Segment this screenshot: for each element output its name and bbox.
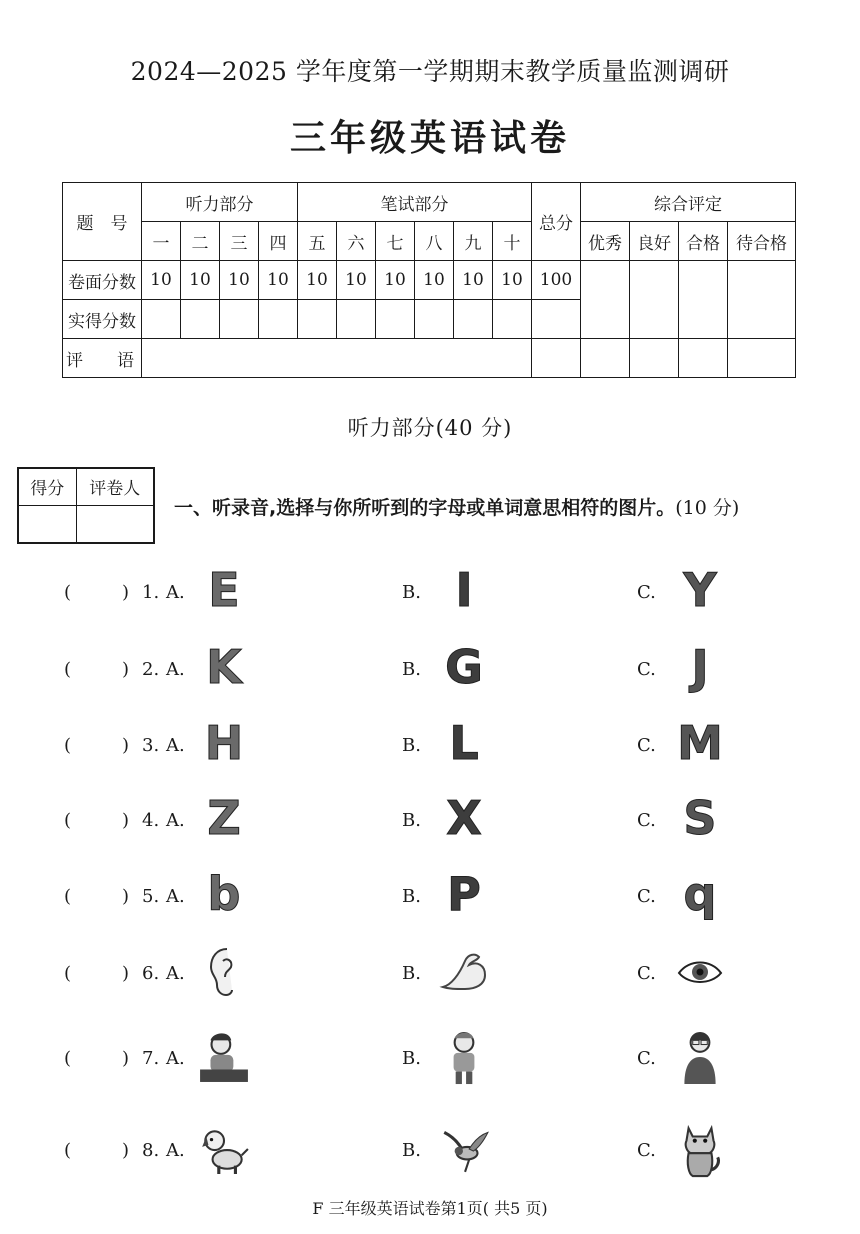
option-label: A.: [166, 810, 185, 831]
score-label: 得分: [18, 468, 76, 505]
dog-icon[interactable]: [198, 1114, 250, 1184]
letter-y-icon[interactable]: [674, 562, 726, 618]
option-letter: q: [683, 867, 717, 921]
question-number: 7.: [142, 1048, 160, 1069]
question-row: [0, 790, 860, 850]
paper-title: 三年级英语试卷: [289, 118, 570, 159]
option-label: C.: [637, 1140, 656, 1161]
letter-p-icon[interactable]: [438, 866, 490, 922]
option-label: C.: [637, 735, 656, 756]
question-row: [0, 639, 860, 699]
option-label: A.: [166, 1140, 185, 1161]
ear-icon[interactable]: [198, 943, 250, 999]
part-header: 一: [142, 222, 181, 261]
paper-score-label: 卷面分数: [63, 261, 142, 300]
option-letter: G: [445, 640, 483, 694]
answer-blank[interactable]: (: [64, 735, 72, 756]
actual-score-cell[interactable]: [220, 300, 259, 339]
option-label: A.: [166, 1048, 185, 1069]
actual-score-cell[interactable]: [337, 300, 376, 339]
cat-icon[interactable]: [674, 1114, 726, 1184]
option-letter: S: [683, 791, 717, 845]
letter-q-icon[interactable]: [674, 866, 726, 922]
option-letter: K: [206, 640, 242, 694]
actual-score-cell[interactable]: [415, 300, 454, 339]
part-header: 五: [298, 222, 337, 261]
instruction-text: 一、听录音,选择与你所听到的字母或单词意思相符的图片。: [174, 497, 676, 519]
question-number: 6.: [142, 963, 160, 984]
comment-label: 评 语: [63, 339, 142, 378]
option-label: B.: [402, 1140, 421, 1161]
part-header: 六: [337, 222, 376, 261]
option-letter: J: [691, 640, 709, 694]
paper-score-cell: 10: [181, 261, 220, 300]
option-label: B.: [402, 810, 421, 831]
actual-total-cell[interactable]: [532, 300, 581, 339]
answer-blank[interactable]: (: [64, 1140, 72, 1161]
paper-score-cell: 10: [454, 261, 493, 300]
part-header: 九: [454, 222, 493, 261]
answer-blank[interactable]: (: [64, 659, 72, 680]
letter-l-icon[interactable]: [438, 715, 490, 771]
answer-blank-close: ): [122, 1140, 130, 1161]
answer-blank-close: ): [122, 963, 130, 984]
option-label: B.: [402, 1048, 421, 1069]
option-letter: Z: [207, 791, 241, 845]
answer-blank-close: ): [122, 886, 130, 907]
answer-blank-close: ): [122, 810, 130, 831]
letter-e-icon[interactable]: [198, 562, 250, 618]
writing-part-header: 笔试部分: [298, 183, 532, 222]
question-number: 5.: [142, 886, 160, 907]
bird-icon[interactable]: [438, 1114, 490, 1184]
option-letter: I: [455, 563, 473, 617]
answer-blank-close: ): [122, 582, 130, 603]
letter-g-icon[interactable]: [438, 639, 490, 695]
option-letter: b: [207, 867, 241, 921]
option-letter: H: [204, 716, 244, 770]
part-header: 十: [493, 222, 532, 261]
instruction: [174, 493, 854, 520]
question-row: [0, 943, 860, 1003]
question-row: [0, 1028, 860, 1088]
comment-cell[interactable]: [142, 339, 532, 378]
option-label: A.: [166, 886, 185, 907]
teacher-icon[interactable]: [674, 1022, 726, 1092]
grade-header: 合格: [679, 222, 728, 261]
comment-grade-cell[interactable]: [728, 339, 796, 378]
section-heading: 听力部分(40 分): [347, 416, 513, 440]
option-label: B.: [402, 659, 421, 680]
letter-b-icon[interactable]: [198, 866, 250, 922]
question-row: [0, 715, 860, 775]
option-label: B.: [402, 886, 421, 907]
option-letter: E: [208, 563, 240, 617]
actual-score-cell[interactable]: [493, 300, 532, 339]
girl-icon[interactable]: [198, 1022, 250, 1092]
question-number: 4.: [142, 810, 160, 831]
exam-title: 2024—2025 学年度第一学期期末教学质量监测调研: [130, 57, 730, 86]
question-row: [0, 562, 860, 622]
letter-j-icon[interactable]: [674, 639, 726, 695]
letter-m-icon[interactable]: [674, 715, 726, 771]
option-letter: P: [447, 867, 481, 921]
grade-header: 良好: [630, 222, 679, 261]
option-letter: L: [449, 716, 479, 770]
paper-score-cell: 10: [493, 261, 532, 300]
actual-score-cell[interactable]: [376, 300, 415, 339]
part-header: 三: [220, 222, 259, 261]
option-label: C.: [637, 659, 656, 680]
option-label: C.: [637, 582, 656, 603]
answer-blank[interactable]: (: [64, 582, 72, 603]
paper-score-cell: 10: [376, 261, 415, 300]
boy-icon[interactable]: [438, 1022, 490, 1092]
paper-score-cell: 10: [298, 261, 337, 300]
option-letter: Y: [683, 563, 717, 617]
part-header: 四: [259, 222, 298, 261]
part-header: 七: [376, 222, 415, 261]
score-input-cell[interactable]: [18, 505, 76, 543]
answer-blank-close: ): [122, 735, 130, 756]
grader-input-cell[interactable]: [76, 505, 154, 543]
actual-score-cell[interactable]: [142, 300, 181, 339]
page-footer: F 三年级英语试卷第1页( 共5 页): [312, 1199, 548, 1218]
question-number: 2.: [142, 659, 160, 680]
letter-x-icon[interactable]: [438, 790, 490, 846]
option-label: A.: [166, 582, 185, 603]
letter-k-icon[interactable]: [198, 639, 250, 695]
answer-blank[interactable]: (: [64, 1048, 72, 1069]
question-row: [0, 866, 860, 926]
comment-total-cell[interactable]: [532, 339, 581, 378]
answer-blank-close: ): [122, 659, 130, 680]
question-number: 1.: [142, 582, 160, 603]
grader-box: [17, 467, 155, 544]
option-label: C.: [637, 810, 656, 831]
letter-z-icon[interactable]: [198, 790, 250, 846]
grade-header: 待合格: [728, 222, 796, 261]
paper-total-cell: 100: [532, 261, 581, 300]
grader-label: 评卷人: [76, 468, 154, 505]
total-score-header: 总分: [532, 183, 581, 261]
paper-score-cell: 10: [142, 261, 181, 300]
answer-blank[interactable]: (: [64, 810, 72, 831]
grade-box-pass[interactable]: [679, 261, 728, 339]
actual-score-cell[interactable]: [298, 300, 337, 339]
option-label: B.: [402, 963, 421, 984]
grade-box-good[interactable]: [630, 261, 679, 339]
paper-score-cell: 10: [337, 261, 376, 300]
actual-score-cell[interactable]: [259, 300, 298, 339]
actual-score-cell[interactable]: [181, 300, 220, 339]
option-label: C.: [637, 1048, 656, 1069]
question-number: 8.: [142, 1140, 160, 1161]
answer-blank[interactable]: (: [64, 886, 72, 907]
part-header: 二: [181, 222, 220, 261]
arm-icon[interactable]: [438, 943, 490, 999]
instruction-points: (10 分): [675, 497, 740, 519]
grade-box-excellent[interactable]: [581, 261, 630, 339]
option-label: C.: [637, 963, 656, 984]
comment-grade-cell[interactable]: [581, 339, 630, 378]
letter-i-icon[interactable]: [438, 562, 490, 618]
option-label: B.: [402, 582, 421, 603]
part-header: 八: [415, 222, 454, 261]
paper-score-cell: 10: [220, 261, 259, 300]
comment-grade-cell[interactable]: [679, 339, 728, 378]
question-row: [0, 1120, 860, 1180]
option-letter: M: [677, 716, 723, 770]
paper-score-cell: 10: [415, 261, 454, 300]
option-label: A.: [166, 735, 185, 756]
question-number: 3.: [142, 735, 160, 756]
overall-evaluation-header: 综合评定: [581, 183, 796, 222]
option-letter: X: [446, 791, 482, 845]
option-label: A.: [166, 659, 185, 680]
letter-s-icon[interactable]: [674, 790, 726, 846]
answer-blank[interactable]: (: [64, 963, 72, 984]
eye-icon[interactable]: [674, 943, 726, 999]
grade-box-needs-improvement[interactable]: [728, 261, 796, 339]
answer-blank-close: ): [122, 1048, 130, 1069]
grade-header: 优秀: [581, 222, 630, 261]
question-no-label: 题 号: [63, 183, 142, 261]
actual-score-cell[interactable]: [454, 300, 493, 339]
paper-score-cell: 10: [259, 261, 298, 300]
comment-grade-cell[interactable]: [630, 339, 679, 378]
letter-h-icon[interactable]: [198, 715, 250, 771]
score-table: [62, 182, 796, 378]
actual-score-label: 实得分数: [63, 300, 142, 339]
option-label: A.: [166, 963, 185, 984]
option-label: B.: [402, 735, 421, 756]
listening-part-header: 听力部分: [142, 183, 298, 222]
option-label: C.: [637, 886, 656, 907]
